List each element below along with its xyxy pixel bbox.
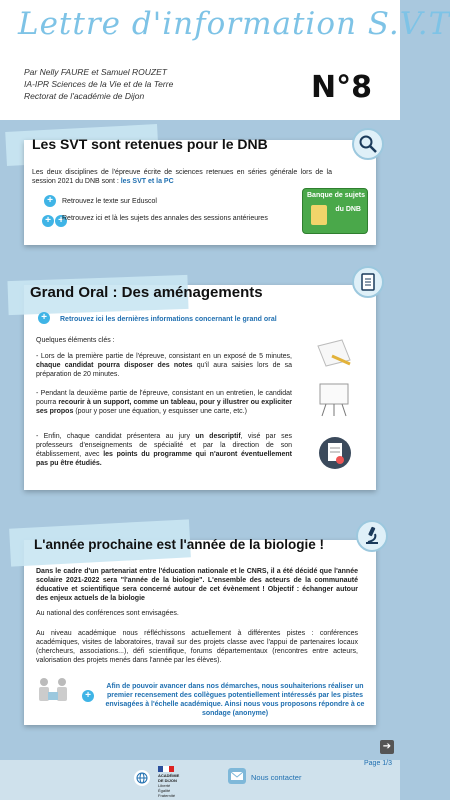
header [0, 0, 450, 120]
issue-number: N°8 [311, 70, 372, 105]
flag-icon [158, 766, 174, 772]
grand-oral-point-1: - Lors de la première partie de l'épreuve, consistant en un exposé de 5 minutes, chaque candidat pourra disposer des notes qu'il aura saisies lors de sa préparation de 20 minutes. [36, 353, 292, 378]
puzzle-people-illustration-icon [34, 676, 74, 715]
plus-icon[interactable]: + [82, 690, 94, 702]
document-badge-illustration-icon [318, 436, 352, 475]
globe-icon[interactable] [134, 770, 150, 786]
biology-national: Au national des conférences sont envisagées. [36, 610, 179, 617]
plus-icon[interactable]: + [38, 312, 50, 324]
biology-intro: Dans le cadre d'un partenariat entre l'éducation nationale et le CNRS, il a été décidé que l'année scolaire 2021-2022 sera "l'année de la biologie". L'ensemble des acteurs de la communauté éducative et scientifique sera concerné autour de cet évènement ! Objectif : échanger autour des enjeux actuels de la biologie [36, 568, 358, 602]
authors-line: Par Nelly FAURE et Samuel ROUZET [24, 67, 167, 77]
academy-line: Fraternité [158, 793, 176, 798]
eduscol-link[interactable]: Retrouvez le texte sur Eduscol [62, 198, 157, 205]
magnifier-icon [352, 128, 384, 160]
key-points-lead: Quelques éléments clés : [36, 337, 115, 344]
footer [0, 760, 400, 800]
page-number: Page 1/3 [364, 760, 393, 767]
academy-line: ACADÉMIE [158, 773, 180, 778]
dnb-intro-highlight: les SVT et la PC [120, 178, 174, 185]
newsletter-title: Lettre d'information S.V.T [18, 6, 450, 42]
plus-icon[interactable]: + [44, 195, 56, 207]
section-title-biology: L'année prochaine est l'année de la biologie ! [34, 537, 324, 552]
next-page-arrow-icon[interactable]: ➔ [380, 740, 394, 754]
authors-line: IA-IPR Sciences de la Vie et de la Terre [24, 79, 174, 89]
academy-line: Liberté [158, 783, 171, 788]
survey-callout[interactable]: Afin de pouvoir avancer dans nos démarches, nous souhaiterions réaliser un premier recensement des collègues potentiellement intéressés par les pistes envisagées à l'échelle académique. Ainsi nous vous proposons répondre à ce sondage (anonyme) [105, 683, 365, 717]
section-title-dnb: Les SVT sont retenues pour le DNB [32, 136, 268, 152]
biology-academic: Au niveau académique nous réfléchissons actuellement à différentes pistes : conférences académiques, visites de laboratoires, travail sur des projets classe avec l'appui de partenaires locaux (chercheurs, associations...), défi scientifique, forums départementaux (rencontres entre acteurs, valorisation des projets menés dans l'année par les élèves). [36, 630, 358, 664]
authors-line: Rectorat de l'académie de Dijon [24, 91, 145, 101]
folder-icon [311, 205, 327, 225]
grand-oral-link[interactable]: Retrouvez ici les dernières informations concernant le grand oral [60, 316, 277, 323]
academy-line: Égalité [158, 788, 171, 793]
annales-link[interactable]: Retrouvez ici et là les sujets des annales des sessions antérieures [62, 215, 268, 222]
badge-label: Banque de sujets [307, 192, 365, 199]
mail-icon[interactable] [228, 768, 246, 784]
authors-block [24, 66, 173, 102]
academy-line: DE DIJON [158, 778, 177, 783]
notes-illustration-icon [314, 338, 354, 373]
grand-oral-point-2: - Pendant la deuxième partie de l'épreuve, consistant en un entretien, le candidat pourra recourir à un support, comme un tableau, pour y illustrer ou expliciter ses propos (pour y poser une équation, y esquisser une carte, etc.) [36, 390, 292, 415]
section-title-grand-oral: Grand Oral : Des aménagements [30, 284, 263, 301]
dnb-intro: Les deux disciplines de l'épreuve écrite de sciences retenues en séries générale lors de la session 2021 du DNB sont : les SVT et la PC [32, 169, 332, 185]
whiteboard-illustration-icon [318, 382, 350, 423]
grand-oral-point-3: - Enfin, chaque candidat présentera au jury un descriptif, visé par ses professeurs d'enseignements de spécialité et par la direction de son établissement, avec les points du programme qui n'auront éventuellement pas pu être étudiés. [36, 433, 292, 467]
microscope-icon [356, 520, 388, 552]
badge-label: du DNB [335, 206, 361, 213]
plus-icon[interactable]: + [42, 215, 54, 227]
contact-link[interactable]: Nous contacter [251, 773, 302, 782]
plus-icon[interactable]: + [55, 215, 67, 227]
document-icon [352, 266, 384, 298]
academy-logo [158, 766, 186, 796]
dnb-subject-bank-badge[interactable] [302, 188, 368, 234]
